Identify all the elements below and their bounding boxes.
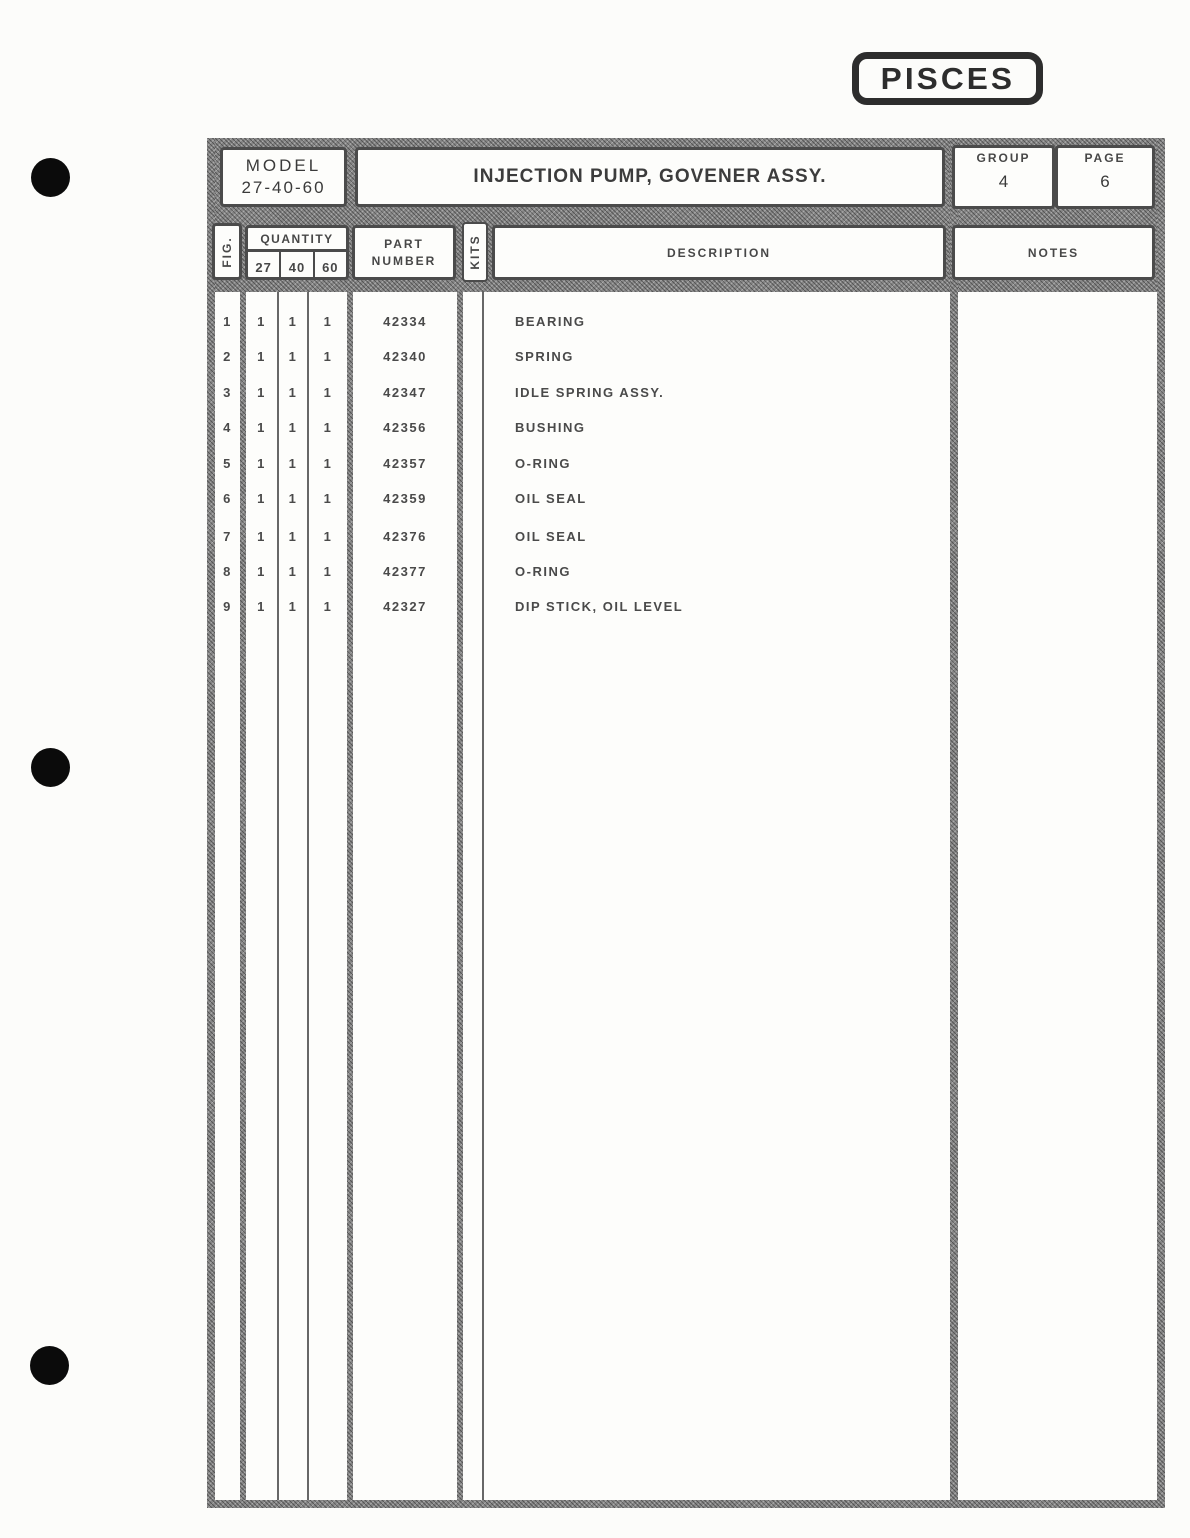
group-box bbox=[952, 145, 1055, 209]
qty-27-value: 1 bbox=[257, 314, 266, 329]
qty-60-value: 1 bbox=[323, 563, 333, 579]
qty-27-value: 1 bbox=[257, 349, 266, 365]
qty-40-column-label: 40 bbox=[279, 252, 312, 280]
table-row bbox=[207, 375, 1165, 410]
qty-40-value: 1 bbox=[288, 349, 298, 365]
qty-40-value: 1 bbox=[288, 491, 298, 506]
part-number: 42377 bbox=[383, 563, 427, 579]
qty-27-value: 1 bbox=[257, 528, 266, 544]
part-number-column-header bbox=[352, 225, 456, 280]
part-number: 42359 bbox=[383, 491, 427, 506]
pisces-logo-text: PISCES bbox=[880, 60, 1015, 96]
part-description: O-RING bbox=[515, 563, 571, 579]
fig-number: 9 bbox=[223, 599, 232, 615]
hole-punch-bottom bbox=[30, 1346, 69, 1385]
qty-27-column-label: 27 bbox=[255, 259, 272, 275]
qty-60-value: 1 bbox=[323, 349, 333, 365]
fig-number: 1 bbox=[223, 314, 232, 329]
part-number: 42340 bbox=[383, 349, 427, 365]
qty-40-value: 1 bbox=[288, 314, 298, 329]
qty-27-value: 1 bbox=[257, 599, 266, 615]
group-label: GROUP bbox=[976, 151, 1031, 165]
part-description: O-RING bbox=[515, 455, 571, 471]
qty-60-value: 1 bbox=[323, 599, 333, 615]
fig-number: 2 bbox=[223, 349, 232, 365]
part-number: 42327 bbox=[383, 599, 427, 615]
model-value: 27-40-60 bbox=[241, 178, 326, 197]
model-box bbox=[220, 147, 347, 207]
quantity-column-header bbox=[245, 225, 349, 280]
qty-40-value: 1 bbox=[288, 599, 298, 615]
description-column-header bbox=[492, 225, 946, 280]
parts-table bbox=[207, 138, 1165, 1508]
model-label: MODEL bbox=[245, 156, 322, 175]
table-row bbox=[207, 519, 1165, 554]
part-number: 42357 bbox=[383, 455, 427, 471]
table-row bbox=[207, 410, 1165, 445]
part-number: 42334 bbox=[383, 314, 427, 329]
part-label-line2: NUMBER bbox=[371, 254, 437, 268]
qty-40-value: 1 bbox=[288, 420, 298, 436]
table-border-bottom bbox=[207, 1500, 1165, 1508]
kits-column-header bbox=[462, 222, 488, 282]
qty-60-value: 1 bbox=[323, 528, 333, 544]
part-description: BEARING bbox=[515, 314, 586, 329]
kits-column-label: KITS bbox=[468, 234, 482, 270]
hole-punch-top bbox=[31, 158, 70, 197]
qty-27-value: 1 bbox=[257, 420, 266, 436]
pisces-logo bbox=[852, 52, 1043, 105]
fig-number: 6 bbox=[223, 491, 232, 506]
qty-60-value: 1 bbox=[323, 420, 333, 436]
qty-60-value: 1 bbox=[323, 455, 333, 471]
table-row bbox=[207, 446, 1165, 481]
part-number: 42347 bbox=[383, 384, 427, 400]
qty-27-value: 1 bbox=[257, 563, 266, 579]
part-label-line1: PART bbox=[384, 237, 424, 251]
qty-60-value: 1 bbox=[323, 491, 333, 506]
title-box bbox=[355, 147, 945, 207]
hole-punch-middle bbox=[31, 748, 70, 787]
fig-number: 8 bbox=[223, 563, 232, 579]
group-value: 4 bbox=[998, 172, 1009, 191]
qty-40-value: 1 bbox=[288, 528, 298, 544]
quantity-label-row bbox=[248, 228, 346, 252]
qty-60-value: 1 bbox=[323, 384, 333, 400]
table-row bbox=[207, 304, 1165, 339]
fig-column-header bbox=[212, 223, 242, 280]
part-description: DIP STICK, OIL LEVEL bbox=[515, 599, 684, 615]
fig-number: 5 bbox=[223, 455, 232, 471]
qty-60-column-label: 60 bbox=[313, 252, 346, 280]
part-description: SPRING bbox=[515, 349, 574, 365]
description-column-label: DESCRIPTION bbox=[666, 245, 771, 260]
table-row bbox=[207, 554, 1165, 589]
quantity-column-label: QUANTITY bbox=[260, 231, 334, 246]
part-description: OIL SEAL bbox=[515, 491, 587, 506]
page-value: 6 bbox=[1100, 172, 1110, 191]
qty-27-value: 1 bbox=[257, 455, 266, 471]
qty-27-value: 1 bbox=[257, 384, 266, 400]
fig-number: 7 bbox=[223, 528, 232, 544]
page-title: INJECTION PUMP, GOVENER ASSY. bbox=[473, 166, 827, 187]
part-description: BUSHING bbox=[515, 420, 586, 436]
qty-40-value: 1 bbox=[288, 455, 298, 471]
page-box bbox=[1055, 145, 1155, 209]
part-number: 42356 bbox=[383, 420, 427, 436]
fig-number: 4 bbox=[223, 420, 232, 436]
table-row bbox=[207, 481, 1165, 516]
table-row bbox=[207, 339, 1165, 374]
qty-27-value: 1 bbox=[257, 491, 266, 506]
part-description: OIL SEAL bbox=[515, 528, 587, 544]
quantity-subcolumns bbox=[248, 252, 346, 280]
fig-number: 3 bbox=[223, 384, 232, 400]
qty-40-value: 1 bbox=[288, 384, 298, 400]
notes-column-label: NOTES bbox=[1027, 245, 1080, 260]
qty-40-value: 1 bbox=[288, 563, 298, 579]
part-number: 42376 bbox=[383, 528, 427, 544]
part-description: IDLE SPRING ASSY. bbox=[515, 384, 665, 400]
notes-column-header bbox=[952, 225, 1155, 280]
page-label: PAGE bbox=[1084, 151, 1126, 165]
table-row bbox=[207, 589, 1165, 624]
qty-60-value: 1 bbox=[323, 314, 333, 329]
fig-column-label: FIG. bbox=[220, 235, 234, 268]
